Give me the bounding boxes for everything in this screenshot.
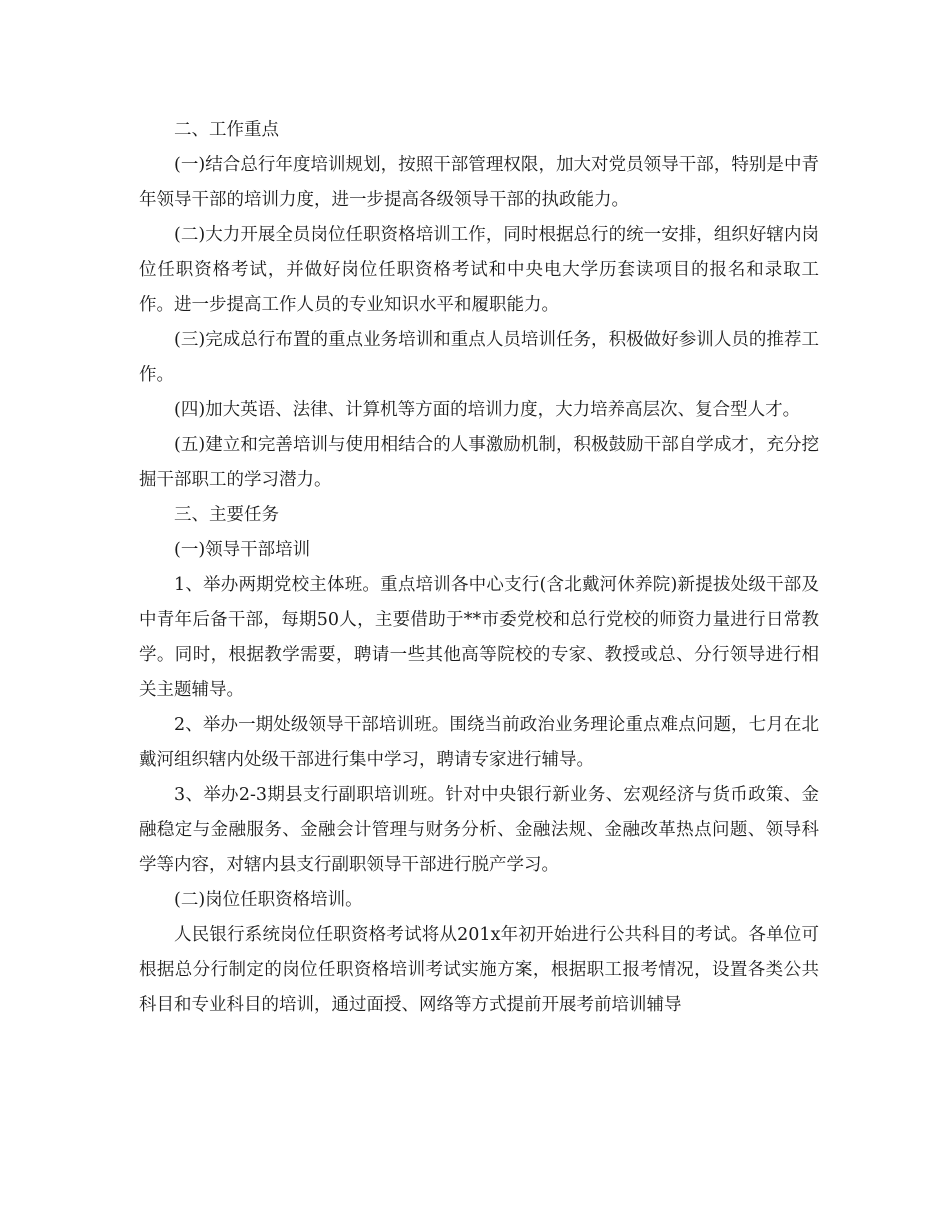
paragraph-focus-3: (三)完成总行布置的重点业务培训和重点人员培训任务，积极做好参训人员的推荐工作。 xyxy=(139,330,819,385)
paragraph-focus-5: (五)建立和完善培训与使用相结合的人事激励机制，积极鼓励干部自学成才，充分挖掘干部职工的学习潜力。 xyxy=(139,435,819,490)
section-heading-work-focus: 二、工作重点 xyxy=(174,120,279,140)
paragraph-focus-1: (一)结合总行年度培训规划，按照干部管理权限，加大对党员领导干部，特别是中青年领导干部的培训力度，进一步提高各级领导干部的执政能力。 xyxy=(139,155,819,210)
subheading-post-qualification: (二)岗位任职资格培训。 xyxy=(174,890,363,910)
paragraph-task-1: 1、举办两期党校主体班。重点培训各中心支行(含北戴河休养院)新提拔处级干部及中青年后备干部，每期50人，主要借助于**市委党校和总行党校的师资力量进行日常教学。同时，根据教学需要，聘请一些其他高等院校的专家、教授或总、分行领导进行相关主题辅导。 xyxy=(139,575,819,700)
document-body xyxy=(139,113,819,1023)
paragraph-post-qualification: 人民银行系统岗位任职资格考试将从201x年初开始进行公共科目的考试。各单位可根据总分行制定的岗位任职资格培训考试实施方案，根据职工报考情况，设置各类公共科目和专业科目的培训，通过面授、网络等方式提前开展考前培训辅导 xyxy=(139,925,819,1015)
paragraph-task-2: 2、举办一期处级领导干部培训班。围绕当前政治业务理论重点难点问题，七月在北戴河组织辖内处级干部进行集中学习，聘请专家进行辅导。 xyxy=(139,715,819,770)
subheading-leader-training: (一)领导干部培训 xyxy=(174,540,311,560)
section-heading-main-tasks: 三、主要任务 xyxy=(174,505,279,525)
paragraph-task-3: 3、举办2-3期县支行副职培训班。针对中央银行新业务、宏观经济与货币政策、金融稳定与金融服务、金融会计管理与财务分析、金融法规、金融改革热点问题、领导科学等内容，对辖内县支行副职领导干部进行脱产学习。 xyxy=(139,785,819,875)
paragraph-focus-4: (四)加大英语、法律、计算机等方面的培训力度，大力培养高层次、复合型人才。 xyxy=(174,400,801,420)
paragraph-focus-2: (二)大力开展全员岗位任职资格培训工作，同时根据总行的统一安排，组织好辖内岗位任职资格考试，并做好岗位任职资格考试和中央电大学历套读项目的报名和录取工作。进一步提高工作人员的专业知识水平和履职能力。 xyxy=(139,225,819,315)
